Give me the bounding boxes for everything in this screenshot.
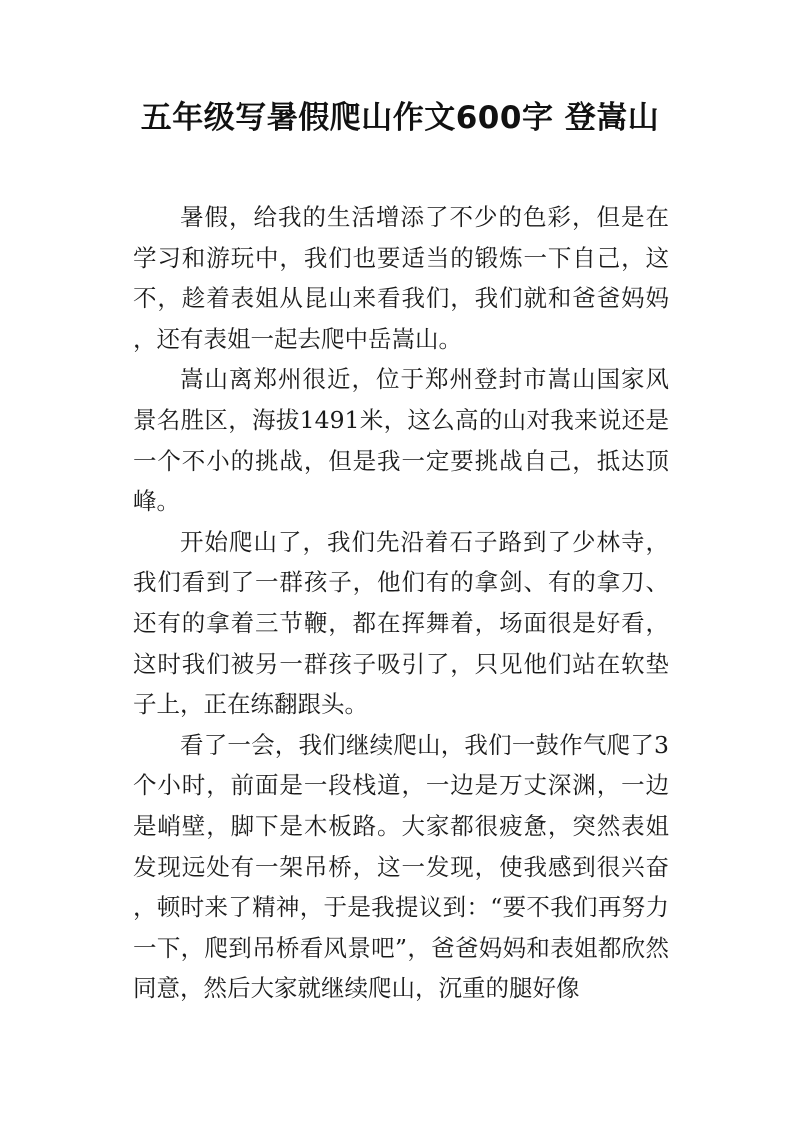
paragraph: 开始爬山了，我们先沿着石子路到了少林寺，我们看到了一群孩子，他们有的拿剑、有的拿刀、还有的拿着三节鞭，都在挥舞着，场面很是好看，这时我们被另一群孩子吸引了，只见他们站在软垫子上，正在练翻跟头。 (133, 527, 669, 719)
document-title: 五年级写暑假爬山作文600字 登嵩山 (140, 100, 660, 136)
paragraph: 暑假，给我的生活增添了不少的色彩，但是在学习和游玩中，我们也要适当的锻炼一下自己，这不，趁着表姐从昆山来看我们，我们就和爸爸妈妈，还有表姐一起去爬中岳嵩山。 (133, 203, 669, 353)
paragraph: 看了一会，我们继续爬山，我们一鼓作气爬了3个小时，前面是一段栈道，一边是万丈深渊，一边是峭壁，脚下是木板路。大家都很疲惫，突然表姐发现远处有一架吊桥，这一发现，使我感到很兴奋，顿时来了精神，于是我提议到：“要不我们再努力一下，爬到吊桥看风景吧”，爸爸妈妈和表姐都欣然同意，然后大家就继续爬山，沉重的腿好像 (133, 730, 669, 1003)
document-body (133, 197, 669, 1009)
paragraph: 嵩山离郑州很近，位于郑州登封市嵩山国家风景名胜区，海拔1491米，这么高的山对我来说还是一个不小的挑战，但是我一定要挑战自己，抵达顶峰。 (133, 365, 669, 516)
